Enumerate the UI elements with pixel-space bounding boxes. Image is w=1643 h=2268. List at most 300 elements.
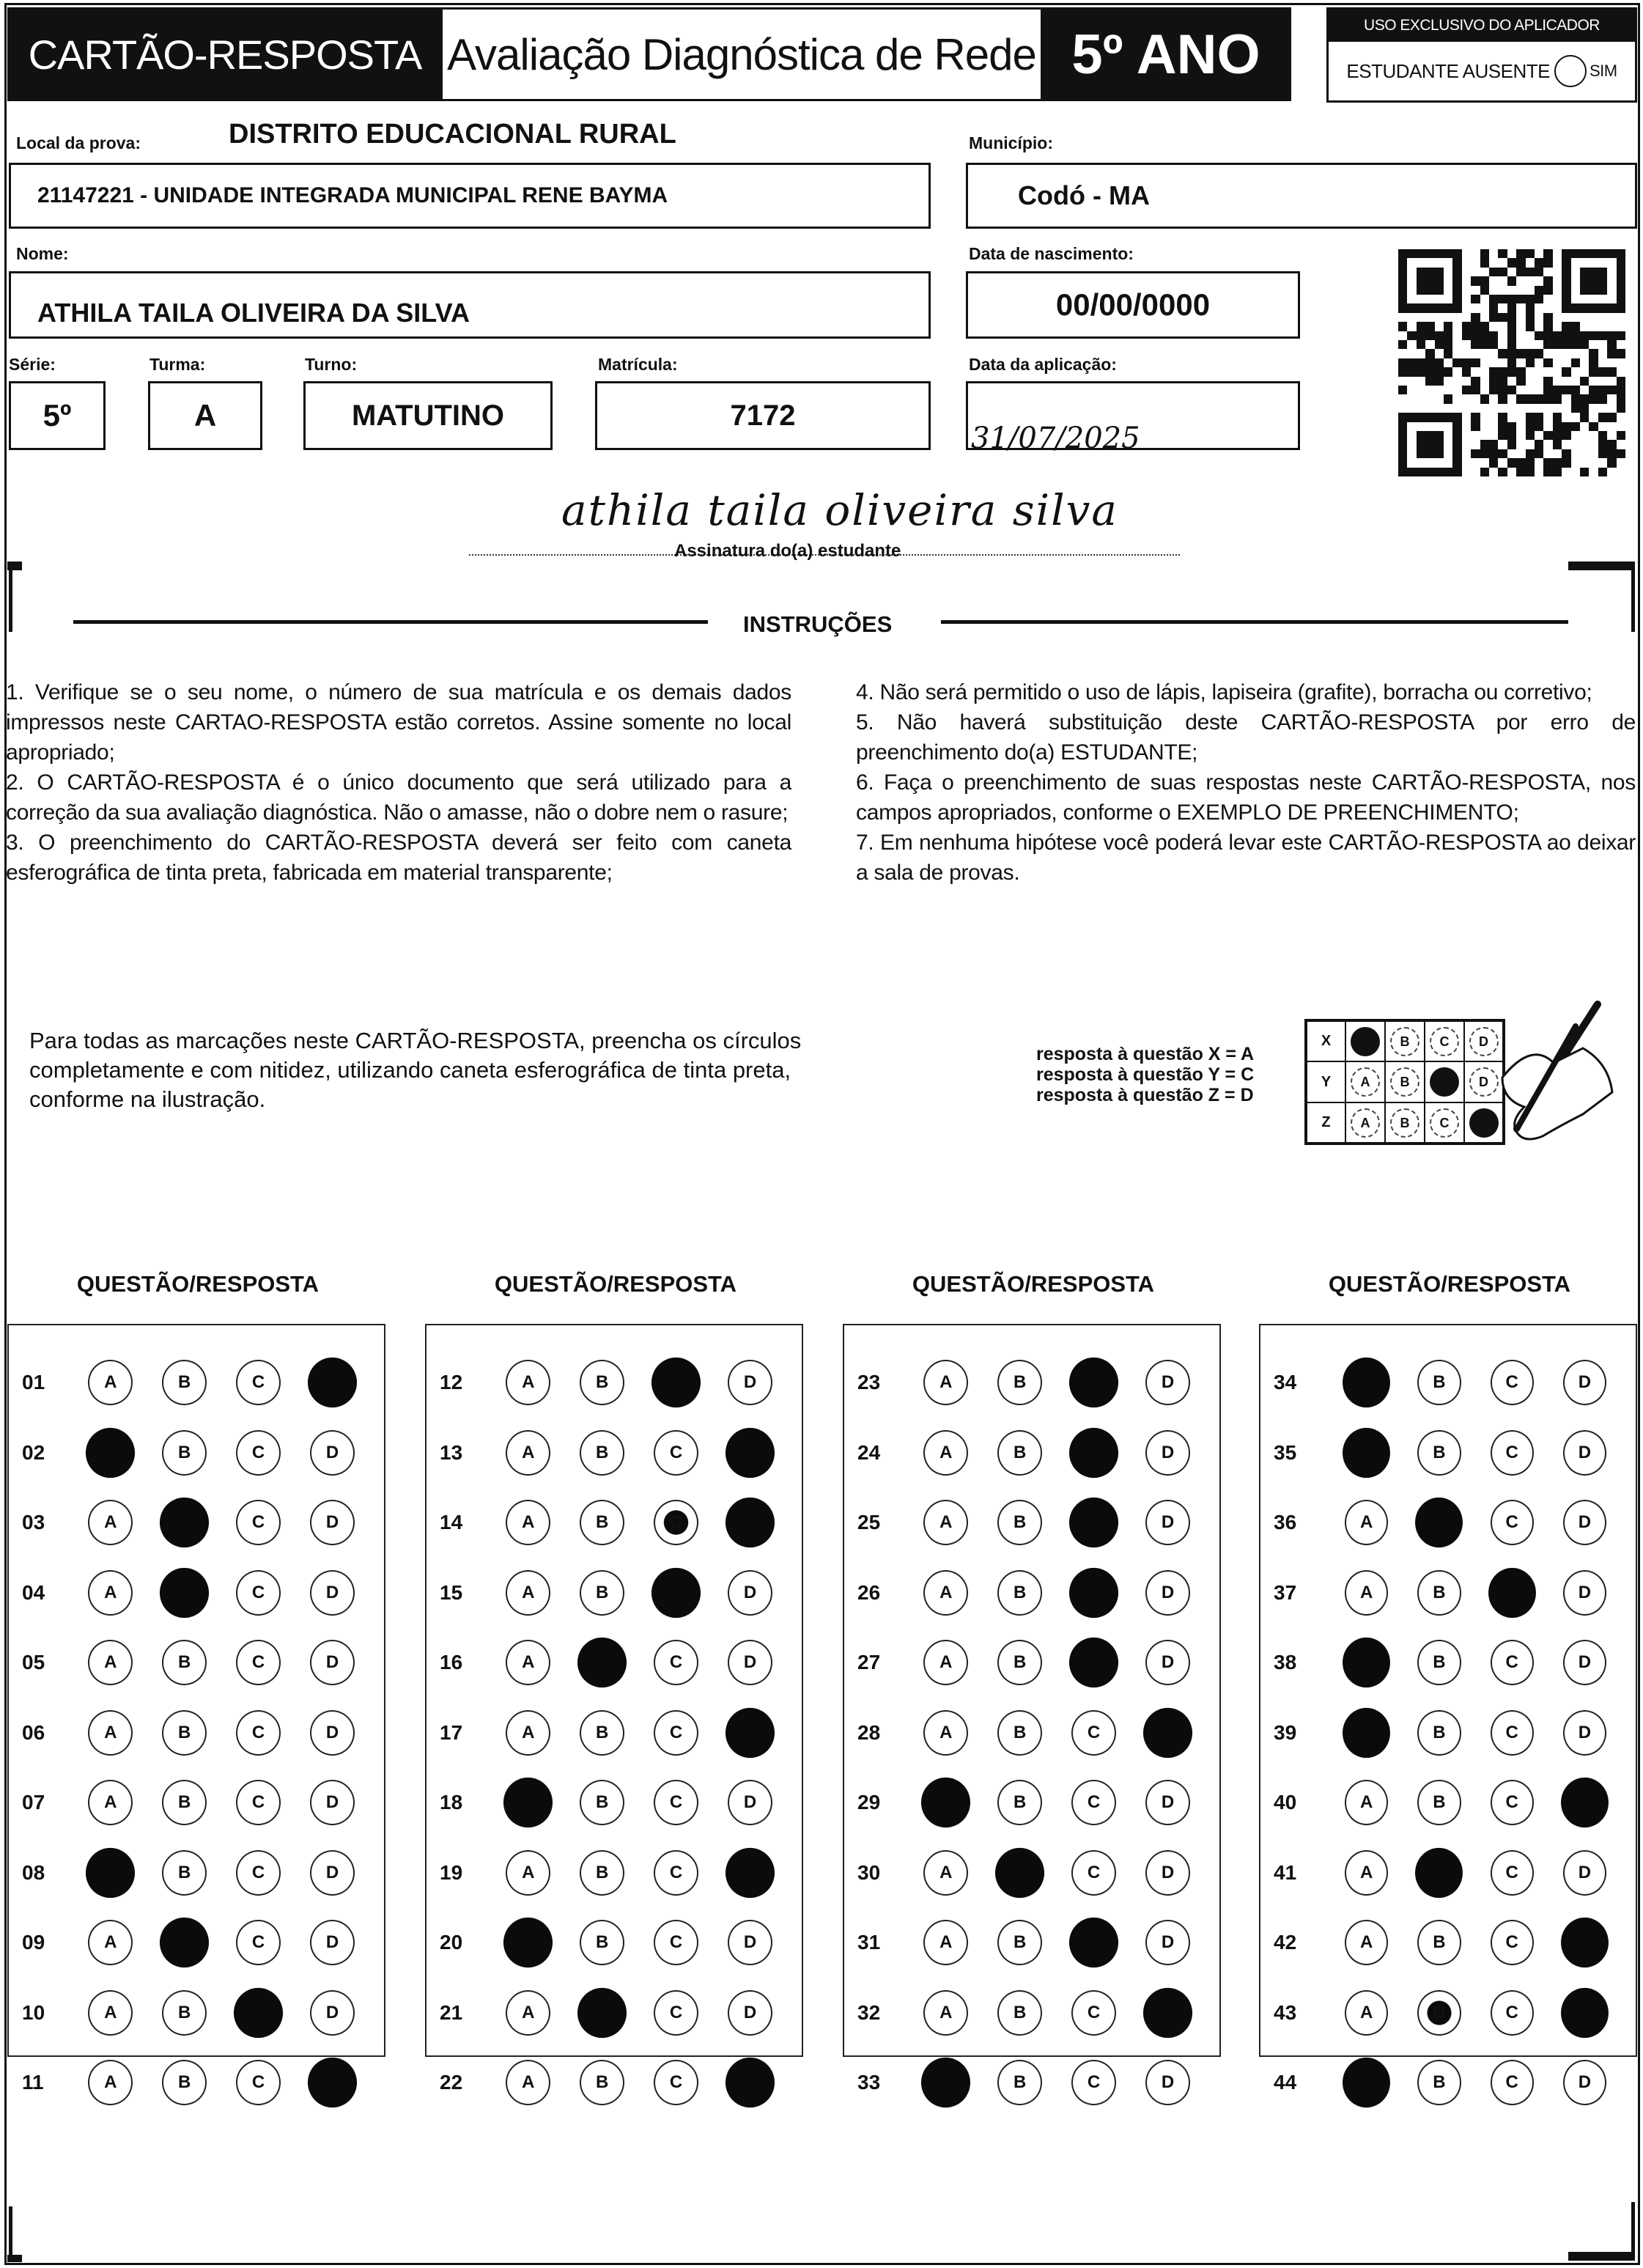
answer-bubble-c[interactable]: C	[234, 1987, 283, 2037]
answer-bubble-b[interactable]: B	[995, 1847, 1044, 1897]
answer-bubble-a[interactable]: A	[923, 1920, 968, 1965]
example-bubble: C	[1430, 1108, 1459, 1138]
answer-row	[9, 1711, 384, 1755]
answer-bubble-d[interactable]: D	[725, 1707, 775, 1757]
answer-bubble-a[interactable]: A	[506, 1710, 550, 1756]
answer-bubble-b[interactable]: B	[580, 1500, 624, 1545]
answer-row	[1260, 1711, 1636, 1755]
question-number: 37	[1274, 1580, 1297, 1604]
answer-bubble-d[interactable]: D	[728, 1360, 772, 1405]
question-number: 41	[1274, 1860, 1297, 1884]
question-number: 35	[1274, 1440, 1297, 1464]
answer-bubble-a[interactable]: A	[921, 2058, 970, 2107]
answer-bubble-c[interactable]: C	[1069, 1358, 1118, 1407]
answer-bubble-b[interactable]: B	[1417, 1780, 1461, 1825]
answer-bubble-a[interactable]: A	[923, 1710, 968, 1756]
answer-bubble-b[interactable]: B	[160, 1498, 209, 1547]
answer-bubble-d[interactable]: D	[728, 1920, 772, 1965]
answer-bubble-a[interactable]: A	[88, 2060, 133, 2105]
answer-bubble-a[interactable]: A	[88, 1640, 133, 1685]
instructions-title: INSTRUÇÕES	[743, 611, 893, 637]
answer-row	[9, 1571, 384, 1615]
answer-bubble-b[interactable]: B	[997, 2060, 1042, 2105]
answer-bubble-a[interactable]: A	[506, 1640, 550, 1685]
answer-row	[9, 1501, 384, 1544]
example-cell	[1345, 1102, 1385, 1144]
answer-bubble-d[interactable]: D	[1145, 1640, 1190, 1685]
answer-bubble-b[interactable]: B	[1417, 1990, 1461, 2036]
answer-bubble-d[interactable]: D	[1563, 1360, 1606, 1405]
answer-bubble-b[interactable]: B	[1415, 1847, 1463, 1897]
answer-bubble-a[interactable]: A	[923, 1570, 968, 1616]
answer-bubble-a[interactable]: A	[86, 1847, 135, 1897]
answer-bubble-d[interactable]: D	[310, 1710, 355, 1756]
answer-row	[844, 2061, 1219, 2105]
question-number: 18	[440, 1791, 463, 1814]
answer-bubble-c[interactable]: C	[1491, 2060, 1534, 2105]
answer-bubble-b[interactable]: B	[162, 2060, 207, 2105]
answer-bubble-d[interactable]: D	[310, 1780, 355, 1825]
answer-bubble-b[interactable]: B	[997, 1780, 1042, 1825]
answer-bubble-d[interactable]: D	[1145, 1850, 1190, 1896]
answer-row	[1260, 1921, 1636, 1965]
question-number: 09	[22, 1931, 45, 1954]
answer-bubble-a[interactable]: A	[1343, 1638, 1390, 1687]
answer-bubble-c[interactable]: C	[236, 1500, 281, 1545]
question-number: 22	[440, 2071, 463, 2094]
answer-row	[9, 1851, 384, 1895]
answer-row	[844, 1781, 1219, 1825]
answer-bubble-b[interactable]: B	[580, 1430, 624, 1476]
answer-bubble-c[interactable]: C	[236, 1920, 281, 1965]
answer-bubble-b[interactable]: B	[1417, 1920, 1461, 1965]
application-date-field[interactable]	[966, 381, 1300, 455]
corner-mark-top-right	[1568, 562, 1634, 570]
answer-row	[427, 1781, 802, 1825]
answer-bubble-c[interactable]: C	[1069, 1567, 1118, 1617]
answer-bubble-d[interactable]: D	[310, 1570, 355, 1616]
answer-bubble-a[interactable]: A	[1343, 1707, 1390, 1757]
answer-bubble-c[interactable]: C	[236, 1360, 281, 1405]
answer-row	[9, 1641, 384, 1685]
answer-bubble-b[interactable]: B	[162, 1640, 207, 1685]
answer-column-title: QUESTÃO/RESPOSTA	[494, 1271, 737, 1297]
answer-bubble-d[interactable]: D	[1145, 1360, 1190, 1405]
answer-bubble-a[interactable]: A	[506, 1570, 550, 1616]
answer-bubble-c[interactable]: C	[1069, 1918, 1118, 1967]
answer-bubble-c[interactable]: C	[1069, 1498, 1118, 1547]
answer-bubble-a[interactable]: A	[921, 1778, 970, 1827]
answer-column-title: QUESTÃO/RESPOSTA	[76, 1271, 320, 1297]
question-number: 10	[22, 2000, 45, 2024]
divider-left	[73, 620, 708, 624]
answer-bubble-b[interactable]: B	[997, 1500, 1042, 1545]
question-number: 32	[857, 2000, 881, 2024]
answer-bubble-d[interactable]: D	[725, 1498, 775, 1547]
answer-bubble-b[interactable]: B	[580, 1780, 624, 1825]
answer-row	[427, 1501, 802, 1544]
answer-bubble-a[interactable]: A	[1345, 1500, 1388, 1545]
answer-row	[427, 2061, 802, 2105]
answer-row	[1260, 1501, 1636, 1544]
answer-bubble-c[interactable]: C	[236, 1850, 281, 1896]
answer-bubble-b[interactable]: B	[580, 1920, 624, 1965]
answer-bubble-c[interactable]: C	[1071, 1990, 1116, 2036]
answer-bubble-c[interactable]: C	[1071, 1710, 1116, 1756]
question-number: 34	[1274, 1371, 1297, 1393]
answer-bubble-c[interactable]: C	[1491, 1920, 1534, 1965]
question-number: 07	[22, 1791, 45, 1814]
question-number: 02	[22, 1440, 45, 1464]
answer-bubble-a[interactable]: A	[923, 1430, 968, 1476]
answer-bubble-d[interactable]: D	[310, 1990, 355, 2036]
answer-bubble-c[interactable]: C	[654, 1710, 698, 1756]
answer-bubble-d[interactable]: D	[1563, 1570, 1606, 1616]
answer-bubble-d[interactable]: D	[725, 1427, 775, 1477]
corner-mark-bottom-right	[1568, 2252, 1634, 2261]
question-number: 17	[440, 1720, 463, 1744]
answer-bubble-c[interactable]: C	[1071, 1780, 1116, 1825]
answer-bubble-d[interactable]: D	[728, 1780, 772, 1825]
answer-bubble-c[interactable]: C	[1491, 1780, 1534, 1825]
answer-bubble-a[interactable]: A	[1343, 2058, 1390, 2107]
answer-bubble-a[interactable]: A	[88, 1780, 133, 1825]
answer-bubble-d[interactable]: D	[1563, 1500, 1606, 1545]
answer-row	[427, 1431, 802, 1475]
class-value: A	[193, 398, 217, 432]
name-value: ATHILA TAILA OLIVEIRA DA SILVA	[37, 298, 470, 328]
answer-column-title: QUESTÃO/RESPOSTA	[912, 1271, 1155, 1297]
answer-bubble-a[interactable]: A	[88, 1710, 133, 1756]
question-number: 26	[857, 1580, 881, 1604]
answer-bubble-c[interactable]: C	[654, 1430, 698, 1476]
instruction-item: 3. O preenchimento do CARTÃO-RESPOSTA deverá ser feito com caneta esferográfica de tinta preta, fabricada em material transparente;	[6, 831, 791, 885]
question-number: 05	[22, 1651, 45, 1674]
answer-bubble-a[interactable]: A	[923, 1500, 968, 1545]
answer-row	[1260, 1361, 1636, 1404]
answer-bubble-d[interactable]: D	[1145, 1430, 1190, 1476]
corner-mark-bottom-left	[7, 2255, 22, 2262]
question-number: 24	[857, 1440, 881, 1464]
answer-bubble-c[interactable]: C	[654, 1780, 698, 1825]
answer-bubble-a[interactable]: A	[88, 1500, 133, 1545]
answer-bubble-d[interactable]: D	[728, 1570, 772, 1616]
school-field	[9, 163, 931, 229]
answer-bubble-a[interactable]: A	[1343, 1358, 1390, 1407]
example-cell	[1385, 1061, 1425, 1102]
answer-bubble-d[interactable]: D	[310, 1500, 355, 1545]
answer-bubble-b[interactable]: B	[580, 1360, 624, 1405]
answer-bubble-a[interactable]: A	[506, 1500, 550, 1545]
answer-bubble-a[interactable]: A	[503, 1918, 553, 1967]
answer-bubble-c[interactable]: C	[1491, 1430, 1534, 1476]
exam-title: Avaliação Diagnóstica de Rede	[443, 7, 1041, 101]
answer-bubble-d[interactable]: D	[1563, 1850, 1606, 1896]
answer-bubble-c[interactable]: C	[1491, 1850, 1534, 1896]
question-number: 23	[857, 1371, 881, 1393]
question-number: 16	[440, 1651, 463, 1674]
answer-bubble-d[interactable]: D	[1145, 2060, 1190, 2105]
district-value: DISTRITO EDUCACIONAL RURAL	[229, 119, 676, 150]
grade-label: Série:	[9, 355, 56, 374]
answer-bubble-b[interactable]: B	[162, 1990, 207, 2036]
answer-bubble-d[interactable]: D	[310, 1640, 355, 1685]
answer-bubble-b[interactable]: B	[580, 1710, 624, 1756]
answer-bubble-d[interactable]: D	[1145, 1500, 1190, 1545]
answer-row	[1260, 1641, 1636, 1685]
answer-row	[427, 1641, 802, 1685]
answer-bubble-b[interactable]: B	[997, 1710, 1042, 1756]
answer-bubble-a[interactable]: A	[1345, 1990, 1388, 2036]
answer-bubble-a[interactable]: A	[923, 1360, 968, 1405]
student-signature: athila taila oliveira silva	[561, 485, 1118, 535]
answer-row	[844, 1501, 1219, 1544]
answer-bubble-c[interactable]: C	[236, 1710, 281, 1756]
answer-bubble-a[interactable]: A	[506, 1360, 550, 1405]
answer-bubble-a[interactable]: A	[86, 1427, 135, 1477]
birth-date-label: Data de nascimento:	[969, 244, 1134, 263]
example-bubble: B	[1390, 1067, 1419, 1097]
example-row-label: Y	[1306, 1061, 1345, 1102]
answer-bubble-b[interactable]: B	[577, 1987, 627, 2037]
answer-bubble-c[interactable]: C	[236, 1570, 281, 1616]
answer-bubble-c[interactable]: C	[654, 1850, 698, 1896]
grade-badge: 5º ANO	[1041, 7, 1291, 101]
answer-bubble-d[interactable]: D	[1563, 1640, 1606, 1685]
example-row-label: X	[1306, 1020, 1345, 1061]
answer-bubble-a[interactable]: A	[1345, 1850, 1388, 1896]
answer-bubble-c[interactable]: C	[236, 1640, 281, 1685]
answer-bubble-c[interactable]: C	[236, 2060, 281, 2105]
answer-bubble-b[interactable]: B	[580, 2060, 624, 2105]
answer-row	[427, 1921, 802, 1965]
answer-bubble-c[interactable]: C	[654, 1640, 698, 1685]
answer-bubble-a[interactable]: A	[1345, 1780, 1388, 1825]
answer-row	[844, 1571, 1219, 1615]
answer-bubble-c[interactable]: C	[654, 1990, 698, 2036]
answer-bubble-d[interactable]: D	[1145, 1570, 1190, 1616]
instruction-item: 5. Não haverá substituição deste CARTÃO-RESPOSTA por erro de preenchimento do(a) ESTUDANTE;	[856, 710, 1636, 765]
answer-row	[844, 1851, 1219, 1895]
corner-mark-top-right	[1631, 562, 1635, 632]
example-cell	[1345, 1020, 1385, 1061]
answer-bubble-a[interactable]: A	[923, 1850, 968, 1896]
answer-row	[1260, 1851, 1636, 1895]
answer-bubble-b[interactable]: B	[160, 1918, 209, 1967]
answer-bubble-d[interactable]: D	[308, 2058, 357, 2107]
answer-bubble-b[interactable]: B	[1417, 1430, 1461, 1476]
answer-bubble-c[interactable]: C	[1069, 1427, 1118, 1477]
answer-bubble-c[interactable]: C	[1491, 1360, 1534, 1405]
answer-row	[1260, 1781, 1636, 1825]
name-field	[9, 271, 931, 339]
answer-bubble-b[interactable]: B	[1417, 1710, 1461, 1756]
answer-bubble-c[interactable]: C	[1491, 1640, 1534, 1685]
answer-bubble-c[interactable]: C	[1069, 1638, 1118, 1687]
answer-bubble-b[interactable]: B	[1417, 1570, 1461, 1616]
question-number: 11	[22, 2071, 44, 2094]
answer-row	[844, 1991, 1219, 2035]
absent-checkbox[interactable]	[1554, 55, 1587, 87]
answer-bubble-b[interactable]: B	[160, 1567, 209, 1617]
answer-bubble-b[interactable]: B	[997, 1360, 1042, 1405]
municipality-value: Codó - MA	[1018, 180, 1150, 210]
answer-bubble-d[interactable]: D	[1145, 1780, 1190, 1825]
example-bubble: A	[1351, 1067, 1380, 1097]
example-bubble: A	[1351, 1108, 1380, 1138]
answer-bubble-b[interactable]: B	[162, 1780, 207, 1825]
example-cell	[1425, 1061, 1464, 1102]
answer-bubble-a[interactable]: A	[503, 1778, 553, 1827]
answer-bubble-d[interactable]: D	[1143, 1707, 1192, 1757]
instruction-item: 7. Em nenhuma hipótese você poderá levar este CARTÃO-RESPOSTA ao deixar a sala de provas.	[856, 831, 1636, 885]
answer-bubble-b[interactable]: B	[1417, 2060, 1461, 2105]
class-label: Turma:	[149, 355, 206, 374]
example-cell	[1425, 1102, 1464, 1144]
grade-field	[9, 381, 106, 450]
answer-bubble-c[interactable]: C	[1491, 1710, 1534, 1756]
answer-bubble-d[interactable]: D	[725, 1847, 775, 1897]
instructions-left	[6, 677, 791, 888]
question-number: 27	[857, 1651, 881, 1674]
answer-row	[844, 1921, 1219, 1965]
answer-bubble-d[interactable]: D	[1563, 1430, 1606, 1476]
answer-bubble-d[interactable]: D	[728, 1640, 772, 1685]
answer-bubble-b[interactable]: B	[997, 1430, 1042, 1476]
birth-date-field	[966, 271, 1300, 339]
answer-column	[1259, 1324, 1637, 2094]
answer-bubble-d[interactable]: D	[1563, 1710, 1606, 1756]
answer-bubble-d[interactable]: D	[1145, 1920, 1190, 1965]
question-number: 33	[857, 2071, 881, 2094]
answer-bubble-d[interactable]: D	[310, 1430, 355, 1476]
question-number: 40	[1274, 1791, 1297, 1814]
answer-bubble-b[interactable]: B	[997, 1920, 1042, 1965]
corner-mark-top-left	[9, 562, 12, 632]
question-number: 42	[1274, 1931, 1297, 1954]
question-number: 25	[857, 1511, 881, 1534]
answer-bubble-a[interactable]: A	[506, 2060, 550, 2105]
answer-bubble-b[interactable]: B	[1417, 1360, 1461, 1405]
school-value: 21147221 - UNIDADE INTEGRADA MUNICIPAL RENE BAYMA	[37, 183, 668, 207]
answer-bubble-d[interactable]: D	[308, 1358, 357, 1407]
shift-field	[303, 381, 553, 450]
answer-row	[427, 1711, 802, 1755]
answer-bubble-d[interactable]: D	[1561, 1987, 1609, 2037]
answer-bubble-d[interactable]: D	[728, 1990, 772, 2036]
answer-bubble-c[interactable]: C	[1071, 2060, 1116, 2105]
example-row-label: Z	[1306, 1102, 1345, 1144]
answer-row	[427, 1361, 802, 1404]
divider-right	[941, 620, 1568, 624]
answer-bubble-a[interactable]: A	[923, 1990, 968, 2036]
birth-date-value: 00/00/0000	[1055, 287, 1211, 322]
answer-bubble-a[interactable]: A	[88, 1990, 133, 2036]
answer-bubble-c[interactable]: C	[1491, 1500, 1534, 1545]
answer-bubble-c[interactable]: C	[236, 1780, 281, 1825]
question-number: 15	[440, 1580, 463, 1604]
answer-bubble-c[interactable]: C	[236, 1430, 281, 1476]
answer-bubble-a[interactable]: A	[506, 1430, 550, 1476]
answer-bubble-a[interactable]: A	[1345, 1570, 1388, 1616]
answer-bubble-a[interactable]: A	[1345, 1920, 1388, 1965]
answer-bubble-b[interactable]: B	[1415, 1498, 1463, 1547]
answer-bubble-c[interactable]: C	[1491, 1990, 1534, 2036]
answer-bubble-a[interactable]: A	[1343, 1427, 1390, 1477]
answer-bubble-b[interactable]: B	[162, 1710, 207, 1756]
answer-bubble-a[interactable]: A	[88, 1920, 133, 1965]
question-number: 20	[440, 1931, 463, 1954]
example-bubble: D	[1469, 1108, 1499, 1138]
answer-bubble-d[interactable]: D	[725, 2058, 775, 2107]
answer-bubble-b[interactable]: B	[577, 1638, 627, 1687]
answer-row	[9, 1361, 384, 1404]
answer-bubble-d[interactable]: D	[310, 1920, 355, 1965]
instruction-item: 2. O CARTÃO-RESPOSTA é o único documento que será utilizado para a correção da sua avaliação diagnóstica. Não o amasse, não o dobre nem o rasure;	[6, 770, 791, 825]
enrollment-field	[595, 381, 931, 450]
answer-bubble-c[interactable]: C	[654, 1920, 698, 1965]
answer-bubble-b[interactable]: B	[580, 1850, 624, 1896]
example-bubble: C	[1430, 1027, 1459, 1056]
question-number: 21	[440, 2000, 463, 2024]
answer-bubble-b[interactable]: B	[580, 1570, 624, 1616]
answer-row	[844, 1361, 1219, 1404]
answer-bubble-d[interactable]: D	[1563, 2060, 1606, 2105]
question-number: 31	[857, 1931, 881, 1954]
application-date-label: Data da aplicação:	[969, 355, 1117, 374]
answer-bubble-a[interactable]: A	[506, 1990, 550, 2036]
grade-value: 5º	[43, 398, 72, 432]
municipality-label: Município:	[969, 133, 1053, 152]
answer-bubble-b[interactable]: B	[997, 1990, 1042, 2036]
example-bubble: A	[1351, 1027, 1380, 1056]
answer-row	[1260, 2061, 1636, 2105]
answer-bubble-a[interactable]: A	[88, 1570, 133, 1616]
question-number: 19	[440, 1860, 463, 1884]
answer-bubble-d[interactable]: D	[1561, 1918, 1609, 1967]
answer-bubble-d[interactable]: D	[1561, 1778, 1609, 1827]
answer-bubble-c[interactable]: C	[1488, 1567, 1536, 1617]
answer-bubble-a[interactable]: A	[88, 1360, 133, 1405]
shift-value: MATUTINO	[351, 399, 505, 432]
example-cell	[1385, 1020, 1425, 1061]
answer-bubble-c[interactable]: C	[651, 1358, 701, 1407]
example-cell	[1345, 1061, 1385, 1102]
absent-label: ESTUDANTE AUSENTE	[1346, 59, 1550, 82]
answer-bubble-b[interactable]: B	[997, 1640, 1042, 1685]
answer-bubble-c[interactable]: C	[654, 1500, 698, 1545]
question-number: 39	[1274, 1720, 1297, 1744]
answer-bubble-c[interactable]: C	[654, 2060, 698, 2105]
question-number: 29	[857, 1791, 881, 1814]
question-number: 04	[22, 1580, 45, 1604]
answer-bubble-b[interactable]: B	[162, 1850, 207, 1896]
answer-bubble-c[interactable]: C	[651, 1567, 701, 1617]
answer-bubble-b[interactable]: B	[1417, 1640, 1461, 1685]
answer-bubble-b[interactable]: B	[997, 1570, 1042, 1616]
answer-bubble-a[interactable]: A	[923, 1640, 968, 1685]
answer-bubble-b[interactable]: B	[162, 1430, 207, 1476]
answer-bubble-c[interactable]: C	[1071, 1850, 1116, 1896]
answer-row	[9, 1431, 384, 1475]
answer-bubble-b[interactable]: B	[162, 1360, 207, 1405]
answer-bubble-d[interactable]: D	[310, 1850, 355, 1896]
corner-mark-bottom-left	[9, 2206, 12, 2261]
answer-bubble-a[interactable]: A	[506, 1850, 550, 1896]
answer-column	[425, 1324, 803, 2094]
answer-bubble-d[interactable]: D	[1143, 1987, 1192, 2037]
example-cell	[1385, 1102, 1425, 1144]
